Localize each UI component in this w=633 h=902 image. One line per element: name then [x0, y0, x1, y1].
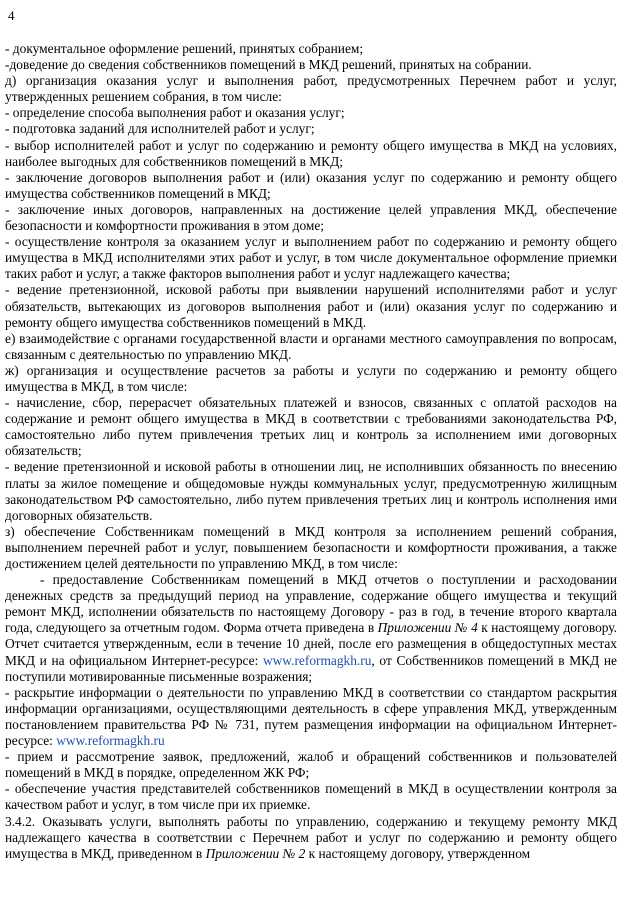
paragraph — [5, 363, 617, 395]
text-run: -доведение до сведения собственников помещений в МКД решений, принятых на собрании. — [5, 57, 532, 73]
text-run: ж) организация и осуществление расчетов за работы и услуги по содержанию и ремонту общего имущества в МКД, в том числе: — [5, 362, 617, 394]
paragraph — [5, 121, 617, 137]
text-run: - осуществление контроля за оказанием услуг и выполнением работ по содержанию и ремонту общего имущества в МКД исполнителями этих работ и услуг, в том числе документальное оформление приемки таких работ и услуг, а также факторов выполнения работ и услуг надлежащего качества; — [5, 234, 617, 282]
document-body — [5, 41, 617, 862]
text-run: - выбор исполнителей работ и услуг по содержанию и ремонту общего имущества в МКД на условиях, наиболее выгодных для собственников помещений в МКД; — [5, 137, 617, 169]
text-run: - обеспечение участия представителей собственников помещений в МКД в осуществлении контроля за качеством работ и услуг, в том числе при их приемке. — [5, 781, 617, 813]
paragraph — [5, 170, 617, 202]
paragraph — [5, 459, 617, 523]
text-run: к настоящему договору, утвержденном — [305, 845, 531, 861]
website-link[interactable]: www.reformagkh.ru — [262, 652, 372, 668]
paragraph — [5, 202, 617, 234]
text-run: - подготовка заданий для исполнителей работ и услуг; — [5, 121, 315, 137]
text-run: - раскрытие информации о деятельности по управлению МКД в соответствии со стандартом раскрытия информации организациями, осуществляющими деятельность в сфере управления МКД, утвержденным постановлением правительства РФ № 731, путем размещения информации на официальном Интернет-ресурсе: — [5, 684, 617, 749]
text-run: - начисление, сбор, перерасчет обязательных платежей и взносов, связанных с оплатой расходов на содержание и ремонт общего имущества в МКД в соответствии с требованиями законодательства РФ, самостоятельно либо путем привлечения третьих лиц и контроль за исполнением ими договорных обязательств; — [5, 395, 617, 459]
text-run: - ведение претензионной, исковой работы при выявлении нарушений исполнителями работ и услуг обязательств, вытекающих из договоров выполнения работ и (или) оказания услуг по содержанию и ремонту общего имущества собственников помещений в МКД. — [5, 282, 617, 330]
text-run: - заключение договоров выполнения работ и (или) оказания услуг по содержанию и ремонту общего имущества собственников помещений в МКД; — [5, 169, 617, 201]
text-run: 3.4.2. Оказывать услуги, выполнять работы по управлению, содержанию и текущему ремонту МКД надлежащего качества в соответствии с Перечнем работ и услуг по содержанию и ремонту общего имущества в МКД, приведенном в — [5, 813, 617, 861]
text-run: - ведение претензионной и исковой работы в отношении лиц, не исполнивших обязанность по внесению платы за жилое помещение и общедомовые нужды коммунальных услуг, предусмотренную жилищным законодательством РФ самостоятельно, либо путем привлечения третьих лиц и контроль исполнения ими договорных обязательств. — [5, 459, 617, 523]
paragraph — [5, 331, 617, 363]
paragraph — [5, 57, 617, 73]
paragraph — [5, 73, 617, 105]
text-run: - прием и рассмотрение заявок, предложений, жалоб и обращений собственников и пользователей помещений в МКД в порядке, определенном ЖК РФ; — [5, 749, 617, 781]
text-run: - предоставление Собственникам помещений в МКД отчетов о поступлении и расходовании денежных средств за предыдущий период на управление, содержание общего имущества и текущий ремонт МКД, исполнении обязательств по настоящему Договору - раз в год, в течение второго квартала года, следующего за отчетным годом. Форма отчета приведена в — [5, 572, 617, 636]
text-run: е) взаимодействие с органами государственной власти и органами местного самоуправления по вопросам, связанным с деятельностью по управлению МКД. — [5, 330, 617, 362]
paragraph — [5, 41, 617, 57]
page-number: 4 — [8, 8, 15, 23]
text-run: - определение способа выполнения работ и оказания услуг; — [5, 105, 345, 121]
website-link[interactable]: www.reformagkh.ru — [56, 733, 165, 749]
paragraph — [5, 685, 617, 749]
appendix-reference: Приложении № 4 — [377, 620, 478, 636]
text-run: д) организация оказания услуг и выполнения работ, предусмотренных Перечнем работ и услуг, утвержденных решением собрания, в том числе: — [5, 73, 617, 105]
paragraph — [5, 395, 617, 459]
text-run: з) обеспечение Собственникам помещений в МКД контроля за исполнением решений собрания, выполнением перечней работ и услуг, повышением безопасности и комфортности проживания, а также достижением целей деятельности по управлению МКД, в том числе: — [5, 523, 617, 571]
paragraph — [5, 749, 617, 781]
text-run: к настоящему договору. Отчет считается утвержденным, если в течение 10 дней, после его размещения в общедоступных местах МКД и на официальном Интернет-ресурсе: — [5, 620, 617, 668]
paragraph — [5, 524, 617, 572]
text-run: , от Собственников помещений в МКД не поступили мотивированные письменные возражения; — [5, 652, 618, 684]
paragraph — [5, 105, 617, 121]
paragraph — [5, 282, 617, 330]
text-run: - заключение иных договоров, направленных на достижение целей управления МКД, обеспечение безопасности и комфортности проживания в этом доме; — [5, 201, 617, 234]
paragraph — [5, 572, 617, 685]
paragraph — [5, 814, 617, 862]
paragraph — [5, 234, 617, 282]
paragraph — [5, 781, 617, 813]
text-run: - документальное оформление решений, принятых собранием; — [5, 41, 364, 56]
paragraph — [5, 138, 617, 170]
appendix-reference: Приложении № 2 — [205, 845, 306, 861]
